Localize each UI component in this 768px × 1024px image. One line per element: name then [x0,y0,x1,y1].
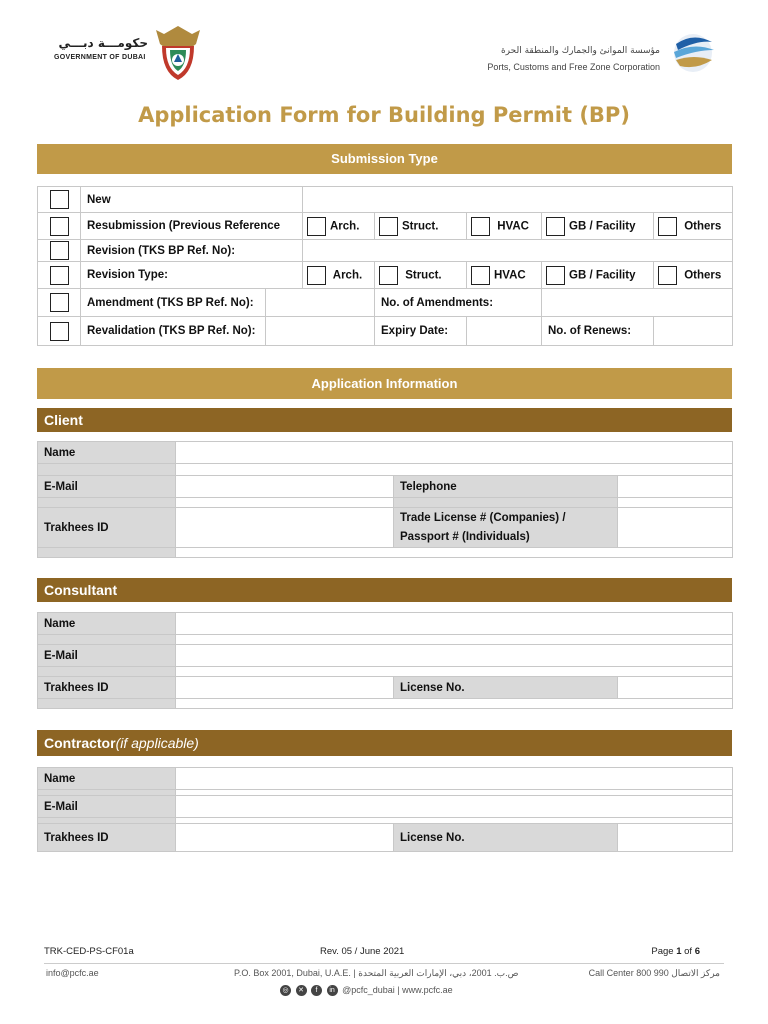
doc-code: TRK-CED-PS-CF01a [44,946,134,957]
spacer [38,464,176,476]
consultant-trakhees-id-label: Trakhees ID [38,677,176,699]
resub-others-label: Others [684,220,722,233]
rev-struct-label: Struct. [405,269,442,282]
spacer [38,498,176,508]
client-trakhees-id-label: Trakhees ID [38,508,176,548]
new-label: New [81,187,303,213]
submission-type-bar: Submission Type [37,144,732,174]
resub-struct-checkbox[interactable] [379,217,398,236]
gov-name-english: GOVERNMENT OF DUBAI [54,54,146,61]
contractor-trakhees-id-label: Trakhees ID [38,824,176,852]
resub-gb-checkbox[interactable] [546,217,565,236]
expiry-date-field[interactable] [467,317,542,346]
contractor-table [37,767,733,852]
corp-name-arabic: مؤسسة الموانئ والجمارك والمنطقة الحرة [500,46,660,56]
facebook-icon[interactable]: f [311,985,322,996]
page-number [651,946,700,957]
contact-email[interactable]: info@pcfc.ae [46,968,99,978]
no-amendments-field[interactable] [542,289,733,317]
amendment-checkbox[interactable] [50,293,69,312]
amendment-ref-field[interactable] [266,289,375,317]
rev-others-checkbox[interactable] [658,266,677,285]
client-name-field[interactable] [176,442,733,464]
contact-address: P.O. Box 2001, Dubai, U.A.E. | ص.ب. 2001، دبي، الإمارات العربية المتحدة [234,968,519,978]
row-revalidation [38,317,733,346]
rev-arch-option [303,262,375,289]
doc-revision: Rev. 05 / June 2021 [320,946,405,957]
revision-ref-field[interactable] [303,240,733,262]
rev-gb-option [542,262,654,289]
amendment-label: Amendment (TKS BP Ref. No): [81,289,266,317]
row-revision-ref [38,240,733,262]
resub-others-option [654,213,733,240]
contractor-license-label: License No. [394,824,618,852]
client-heading: Client [37,408,732,432]
new-checkbox-cell [38,187,81,213]
consultant-name-field[interactable] [176,613,733,635]
contractor-email-label: E-Mail [38,796,176,818]
revision-type-label: Revision Type: [81,262,303,289]
resub-struct-option [375,213,467,240]
client-trakhees-id-field[interactable] [176,508,394,548]
spacer [176,498,394,508]
row-new [38,187,733,213]
contractor-trakhees-id-field[interactable] [176,824,394,852]
resub-arch-option [303,213,375,240]
government-of-dubai-logo [50,20,220,85]
consultant-table [37,612,733,709]
page-title: Application Form for Building Permit (BP) [138,103,630,127]
spacer [394,498,618,508]
client-trade-license-label: Trade License # (Companies) / Passport # (Individuals) [394,508,618,548]
page-current: 1 [676,946,682,957]
consultant-heading: Consultant [37,578,732,602]
revalidation-ref-field[interactable] [266,317,375,346]
rev-struct-checkbox[interactable] [379,266,398,285]
resub-arch-checkbox[interactable] [307,217,326,236]
consultant-email-label: E-Mail [38,645,176,667]
revalidation-checkbox[interactable] [50,322,69,341]
rev-arch-label: Arch. [332,269,363,282]
resub-struct-label: Struct. [402,220,439,233]
revalidation-label: Revalidation (TKS BP Ref. No): [81,317,266,346]
spacer [176,464,733,476]
spacer [38,548,176,558]
social-footer [280,985,453,996]
no-renews-label: No. of Renews: [542,317,654,346]
row-amendment [38,289,733,317]
spacer [38,635,176,645]
gov-name-arabic: حكومـــة دبـــي [58,36,148,50]
pcfc-globe-icon [668,30,718,76]
no-amendments-label: No. of Amendments: [375,289,542,317]
spacer [176,635,733,645]
pcfc-logo [478,28,718,78]
consultant-license-field[interactable] [618,677,733,699]
client-telephone-field[interactable] [618,476,733,498]
contractor-heading-text: Contractor [44,735,116,751]
revision-ref-label: Revision (TKS BP Ref. No): [81,240,303,262]
spacer [176,699,733,709]
resubmission-label: Resubmission (Previous Reference [81,213,303,240]
resub-gb-label: GB / Facility [569,220,636,233]
resub-arch-label: Arch. [330,220,360,233]
contractor-email-field[interactable] [176,796,733,818]
client-telephone-label: Telephone [394,476,618,498]
spacer [38,667,176,677]
resub-others-checkbox[interactable] [658,217,677,236]
no-renews-field[interactable] [654,317,733,346]
contractor-license-field[interactable] [618,824,733,852]
instagram-icon[interactable]: ◎ [280,985,291,996]
rev-arch-checkbox[interactable] [307,266,326,285]
spacer [176,667,733,677]
contractor-name-label: Name [38,768,176,790]
resub-hvac-option [467,213,542,240]
footer-divider [44,963,724,964]
rev-hvac-checkbox[interactable] [471,266,490,285]
rev-others-label: Others [684,269,722,282]
spacer [176,548,733,558]
rev-gb-label: GB / Facility [569,269,636,282]
expiry-date-label: Expiry Date: [375,317,467,346]
client-email-label: E-Mail [38,476,176,498]
consultant-trakhees-id-field[interactable] [176,677,394,699]
resub-hvac-label: HVAC [497,220,529,233]
client-table [37,441,733,558]
revision-checkbox[interactable] [50,241,69,260]
social-handle[interactable]: @pcfc_dubai | www.pcfc.ae [342,985,453,995]
page-header [0,0,768,95]
linkedin-icon[interactable]: in [327,985,338,996]
application-information-bar: Application Information [37,368,732,399]
page-of: of [681,946,695,957]
spacer [38,699,176,709]
row-resubmission [38,213,733,240]
dubai-emblem-icon [146,20,210,84]
client-name-label: Name [38,442,176,464]
spacer [618,498,733,508]
page-prefix: Page [651,946,677,957]
contractor-heading-note: (if applicable) [115,735,199,751]
contractor-name-field[interactable] [176,768,733,790]
row-revision-type [38,262,733,289]
rev-gb-checkbox[interactable] [546,266,565,285]
submission-type-table [37,186,733,346]
contractor-heading [37,730,732,756]
consultant-name-label: Name [38,613,176,635]
consultant-license-label: License No. [394,677,618,699]
page-total: 6 [694,946,700,957]
rev-others-option [654,262,733,289]
consultant-email-field[interactable] [176,645,733,667]
rev-hvac-label: HVAC [494,269,526,282]
corp-name-english: Ports, Customs and Free Zone Corporation [487,62,660,72]
resub-hvac-checkbox[interactable] [471,217,490,236]
resub-gb-option [542,213,654,240]
x-icon[interactable]: ✕ [296,985,307,996]
new-blank [303,187,733,213]
rev-hvac-option [467,262,542,289]
rev-struct-option [375,262,467,289]
resubmission-checkbox[interactable] [50,217,69,236]
new-checkbox[interactable] [50,190,69,209]
client-email-field[interactable] [176,476,394,498]
revision-type-checkbox[interactable] [50,266,69,285]
call-center: Call Center 800 990 مركز الاتصال [588,968,720,978]
client-trade-license-field[interactable] [618,508,733,548]
